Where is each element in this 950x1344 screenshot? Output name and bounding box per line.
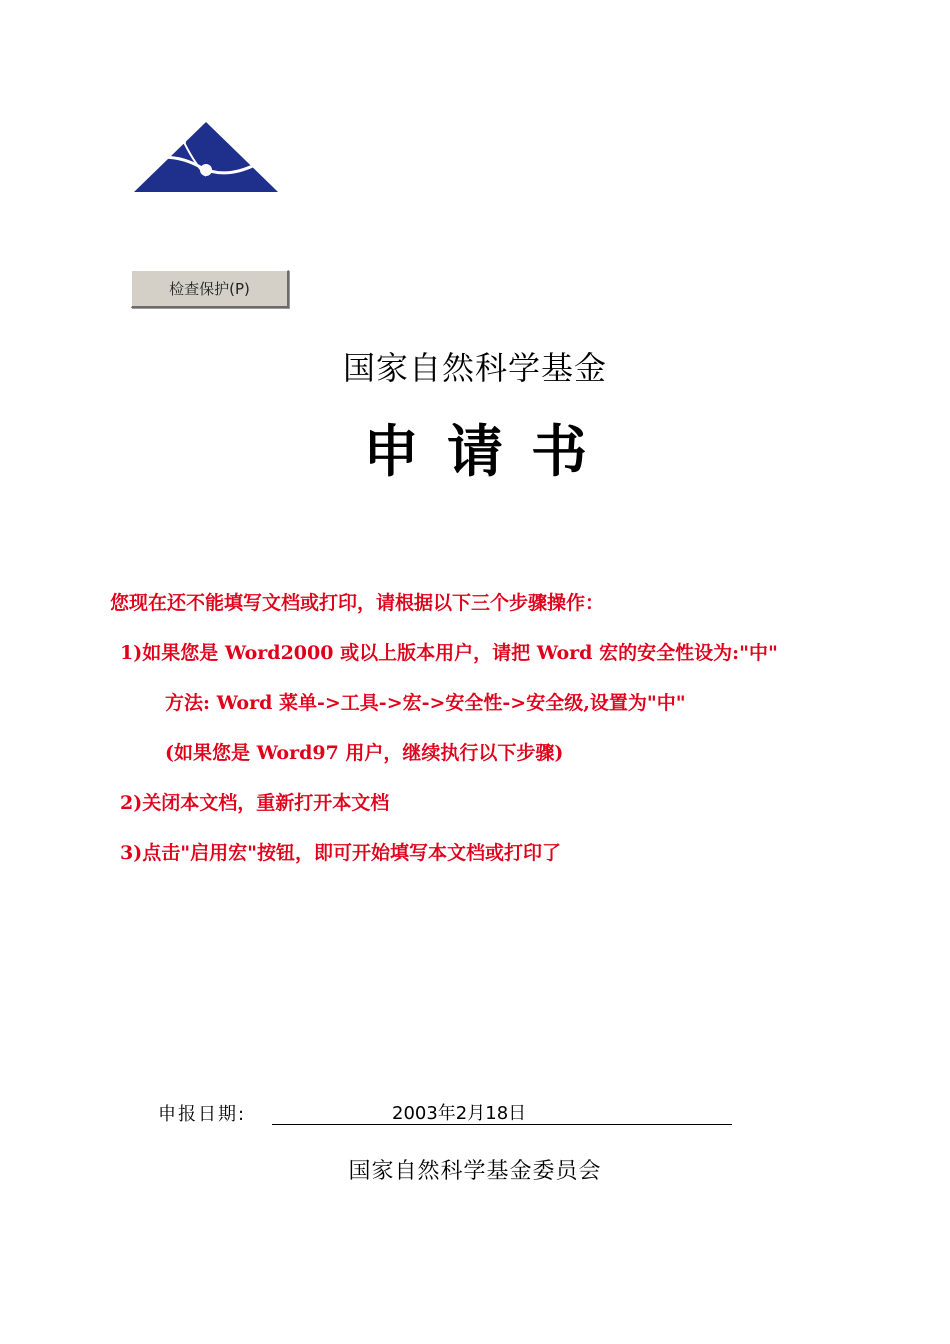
instruction-line: (如果您是 Word97 用户，继续执行以下步骤) <box>165 742 564 764</box>
org-title: 国家自然科学基金 <box>342 349 607 387</box>
instruction-line: 方法: Word 菜单->工具->宏->安全性->安全级,设置为"中" <box>165 692 686 714</box>
document-title: 申请书 <box>363 419 615 485</box>
date-label: 申报日期: <box>158 1104 247 1125</box>
instruction-line: 2)关闭本文档，重新打开本文档 <box>120 792 390 814</box>
check-protection-button[interactable] <box>131 270 289 308</box>
instruction-line: 您现在还不能填写文档或打印，请根据以下三个步骤操作： <box>110 592 605 614</box>
instruction-line: 3)点击"启用宏"按钮，即可开始填写本文档或打印了 <box>120 842 562 864</box>
date-value: 2003年2月18日 <box>392 1103 527 1124</box>
instruction-line: 1)如果您是 Word2000 或以上版本用户，请把 Word 宏的安全性设为:"中" <box>120 642 778 664</box>
check-protection-label: 检查保护(P) <box>169 280 250 298</box>
nsfc-logo <box>132 120 280 196</box>
date-field[interactable] <box>272 1096 732 1125</box>
committee-name: 国家自然科学基金委员会 <box>348 1159 602 1184</box>
